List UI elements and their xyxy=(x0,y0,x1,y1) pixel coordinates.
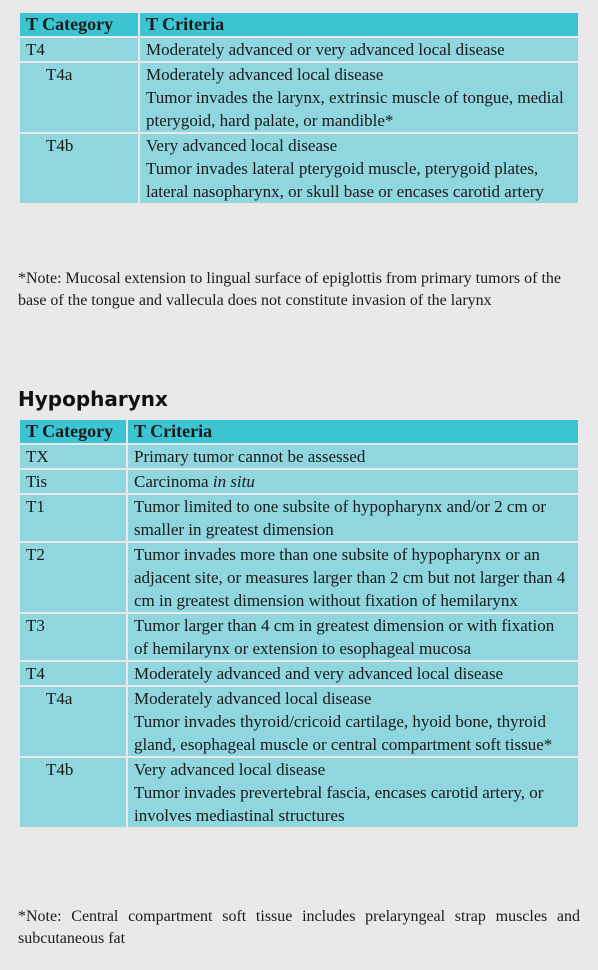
criteria-line: Tumor invades prevertebral fascia, encases carotid artery, or involves mediastinal structures xyxy=(134,783,544,825)
criteria-line: Moderately advanced local disease xyxy=(146,65,384,84)
t-category-cell: T4a xyxy=(19,62,139,133)
t-category-cell: T2 xyxy=(19,542,127,613)
table-header-row xyxy=(19,12,579,37)
t-criteria-cell xyxy=(127,542,579,613)
criteria-line: Tumor invades more than one subsite of hypopharynx or an adjacent site, or measures larger than 2 cm but not larger than 4 cm in greatest dimension without fixation of hemilarynx xyxy=(134,545,566,610)
oropharynx-t4-table xyxy=(18,11,580,205)
t-criteria-cell xyxy=(127,686,579,757)
criteria-text: Carcinoma xyxy=(134,472,213,491)
criteria-line: Very advanced local disease xyxy=(146,136,338,155)
column-header-t-category: T Category xyxy=(19,419,127,444)
table-footnote: *Note: Mucosal extension to lingual surface of epiglottis from primary tumors of the base of the tongue and vallecula does not constitute invasion of the larynx xyxy=(18,270,561,309)
table-row xyxy=(19,494,579,542)
table-row xyxy=(19,686,579,757)
t-criteria-cell xyxy=(127,757,579,828)
table-row xyxy=(19,613,579,661)
table-row xyxy=(19,62,579,133)
t-category-cell: T4a xyxy=(19,686,127,757)
table-row xyxy=(19,37,579,62)
t-criteria-cell xyxy=(127,444,579,469)
column-header-t-criteria: T Criteria xyxy=(139,12,579,37)
table-row xyxy=(19,757,579,828)
t-category-cell: T4b xyxy=(19,757,127,828)
table-header-row xyxy=(19,419,579,444)
criteria-line: Primary tumor cannot be assessed xyxy=(134,447,366,466)
column-header-t-category: T Category xyxy=(19,12,139,37)
t-category-cell: T3 xyxy=(19,613,127,661)
table-footnote: *Note: Central compartment soft tissue includes prelaryngeal strap muscles and subcutaneous fat xyxy=(18,908,580,947)
table-row xyxy=(19,661,579,686)
t-category-cell: T4 xyxy=(19,661,127,686)
criteria-line xyxy=(134,470,572,493)
t-criteria-cell xyxy=(139,62,579,133)
t-criteria-cell xyxy=(127,661,579,686)
t-category-cell: T4b xyxy=(19,133,139,204)
criteria-line: Tumor invades lateral pterygoid muscle, pterygoid plates, lateral nasopharynx, or skull base or encases carotid artery xyxy=(146,159,544,201)
table-row xyxy=(19,133,579,204)
t-category-cell: Tis xyxy=(19,469,127,494)
t-category-cell: T1 xyxy=(19,494,127,542)
table-row xyxy=(19,469,579,494)
criteria-line: Tumor limited to one subsite of hypopharynx and/or 2 cm or smaller in greatest dimension xyxy=(134,497,547,539)
column-header-t-criteria: T Criteria xyxy=(127,419,579,444)
t-criteria-cell xyxy=(127,494,579,542)
criteria-line: Tumor invades thyroid/cricoid cartilage, hyoid bone, thyroid gland, esophageal muscle or central compartment soft tissue* xyxy=(134,712,553,754)
t-criteria-cell xyxy=(139,37,579,62)
criteria-line: Very advanced local disease xyxy=(134,760,326,779)
criteria-line: Tumor invades the larynx, extrinsic muscle of tongue, medial pterygoid, hard palate, or mandible* xyxy=(146,88,564,130)
t-criteria-cell xyxy=(127,613,579,661)
criteria-line: Moderately advanced or very advanced local disease xyxy=(146,40,505,59)
criteria-line: Moderately advanced and very advanced local disease xyxy=(134,664,504,683)
table-row xyxy=(19,542,579,613)
t-criteria-cell xyxy=(127,469,579,494)
t-category-cell: TX xyxy=(19,444,127,469)
criteria-line: Moderately advanced local disease xyxy=(134,689,372,708)
t-criteria-cell xyxy=(139,133,579,204)
section-title: Hypopharynx xyxy=(18,387,168,411)
t-category-cell: T4 xyxy=(19,37,139,62)
hypopharynx-t-table xyxy=(18,418,580,829)
criteria-line: Tumor larger than 4 cm in greatest dimension or with fixation of hemilarynx or extension to esophageal mucosa xyxy=(134,616,555,658)
criteria-italic-text: in situ xyxy=(212,472,255,491)
table-row xyxy=(19,444,579,469)
